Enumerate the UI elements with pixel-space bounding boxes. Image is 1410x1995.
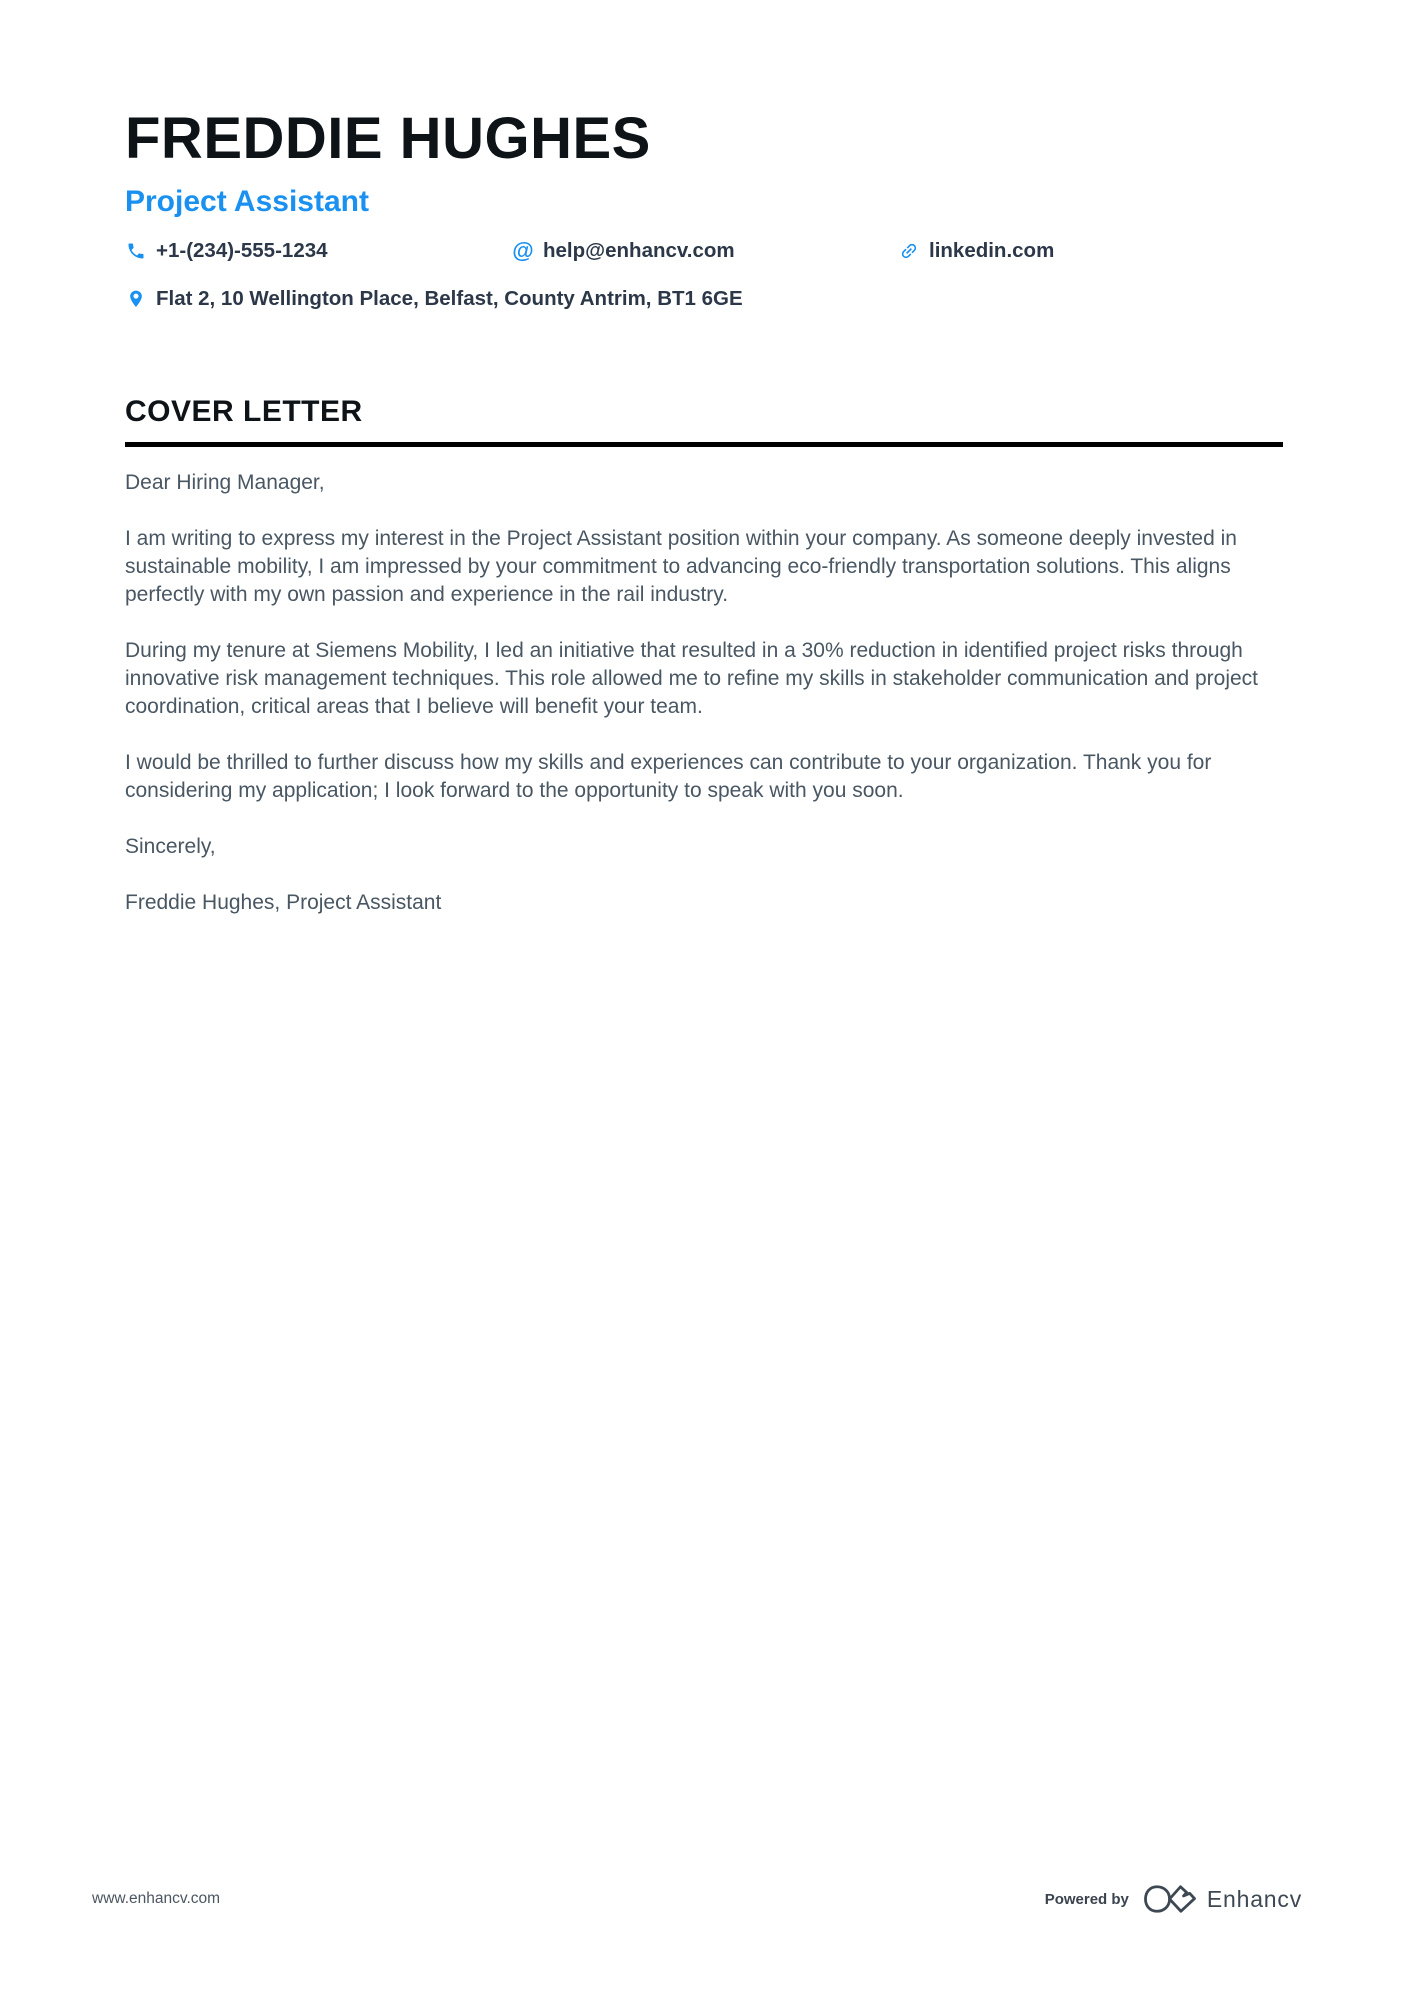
contact-row-secondary (125, 287, 1283, 311)
letter-paragraph: I am writing to express my interest in the Project Assistant position within your company. As someone deeply invested in sustainable mobility, I am impressed by your commitment to advancing eco-friendly transportation solutions. This aligns perfectly with my own passion and experience in the rail industry. (125, 526, 1237, 606)
link-icon (898, 240, 920, 262)
letter-body (125, 469, 1283, 917)
website-link[interactable]: www.enhancv.com (92, 1890, 221, 1907)
location-pin-icon (125, 288, 147, 310)
letter-paragraph: I would be thrilled to further discuss how my skills and experiences can contribute to your organization. Thank you for considering my application; I look forward to the opportunity to speak with you soon. (125, 750, 1212, 802)
enhancv-wordmark: Enhancv (1206, 1885, 1302, 1912)
powered-by-lockup[interactable] (1045, 1881, 1302, 1917)
phone-icon (125, 240, 147, 262)
signature-paragraph: Freddie Hughes, Project Assistant (125, 890, 442, 914)
contact-row-primary (125, 239, 1283, 263)
closing-paragraph: Sincerely, (125, 834, 216, 858)
person-name: FREDDIE HUGHES (125, 106, 651, 171)
phone-contact[interactable] (125, 239, 512, 263)
powered-by-label: Powered by (1044, 1890, 1129, 1908)
email-address: help@enhancv.com (543, 239, 735, 263)
section-title-cover-letter: COVER LETTER (125, 395, 363, 429)
at-icon: @ (512, 238, 534, 264)
enhancv-logo-icon (1142, 1881, 1198, 1917)
page-footer (92, 1881, 1302, 1917)
section-divider (125, 442, 1283, 447)
job-title: Project Assistant (125, 185, 369, 219)
greeting-paragraph: Dear Hiring Manager, (125, 470, 325, 494)
enhancv-brand (1142, 1881, 1302, 1917)
linkedin-url: linkedin.com (929, 239, 1055, 263)
letter-paragraph: During my tenure at Siemens Mobility, I led an initiative that resulted in a 30% reduction in identified project risks through innovative risk management techniques. This role allowed me to refine my skills in stakeholder communication and project coordination, critical areas that I believe will benefit your team. (125, 638, 1258, 718)
address-text: Flat 2, 10 Wellington Place, Belfast, County Antrim, BT1 6GE (156, 287, 743, 311)
linkedin-contact[interactable] (898, 239, 1054, 263)
contact-info (125, 239, 1283, 311)
page-content (0, 0, 1410, 917)
address-contact (125, 287, 743, 311)
email-contact[interactable] (512, 239, 898, 263)
phone-number: +1-(234)-555-1234 (156, 239, 328, 263)
